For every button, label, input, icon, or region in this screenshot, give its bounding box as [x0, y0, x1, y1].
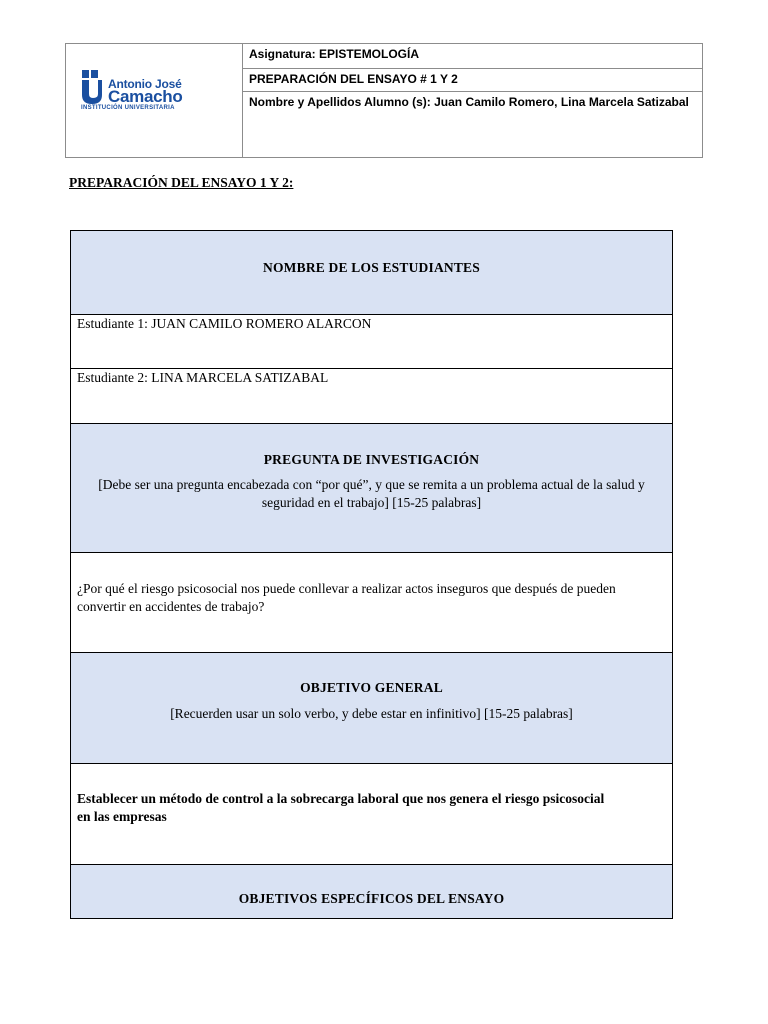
pregunta-answer-cell	[71, 553, 672, 653]
especificos-title: OBJETIVOS ESPECÍFICOS DEL ENSAYO	[238, 891, 505, 906]
institution-logo	[80, 68, 230, 118]
pregunta-header-cell	[71, 424, 672, 553]
objetivo-header-cell	[71, 653, 672, 764]
objetivo-note: [Recuerden usar un solo verbo, y debe estar en infinitivo] [15-25 palabras]	[170, 706, 573, 721]
estudiante1-cell	[71, 315, 672, 369]
logo-mark-icon	[80, 70, 104, 110]
objetivo-answer: Establecer un método de control a la sobrecarga laboral que nos genera el riesgo psicosocial en las empresas	[77, 791, 605, 824]
logo-line3: INSTITUCIÓN UNIVERSITARIA	[81, 105, 175, 111]
pregunta-note: [Debe ser una pregunta encabezada con “por qué”, y que se remita a un problema actual de la salud y seguridad en el trabajo] [15-25 palabras]	[98, 477, 645, 510]
asignatura-field: Asignatura: EPISTEMOLOGÍA	[243, 44, 702, 69]
page-heading: PREPARACIÓN DEL ENSAYO 1 Y 2:	[69, 175, 294, 190]
alumnos-field: Nombre y Apellidos Alumno (s): Juan Camilo Romero, Lina Marcela Satizabal	[249, 95, 689, 109]
logo-line1: Antonio José	[108, 77, 182, 91]
especificos-header-cell	[71, 865, 672, 918]
pregunta-title: PREGUNTA DE INVESTIGACIÓN	[263, 452, 480, 467]
header-table	[65, 43, 703, 158]
preparacion-field: PREPARACIÓN DEL ENSAYO # 1 Y 2	[243, 69, 702, 92]
logo-line2: Camacho	[108, 87, 183, 106]
estudiante2-text: Estudiante 2: LINA MARCELA SATIZABAL	[77, 370, 329, 385]
objetivo-answer-cell	[71, 764, 672, 865]
estudiante2-cell	[71, 369, 672, 424]
logo-cell	[66, 44, 243, 157]
essay-table	[70, 230, 673, 919]
nombre-title: NOMBRE DE LOS ESTUDIANTES	[263, 260, 480, 275]
pregunta-answer: ¿Por qué el riesgo psicosocial nos puede conllevar a realizar actos inseguros que después de pueden convertir en accidentes de trabajo?	[77, 581, 616, 614]
objetivo-title: OBJETIVO GENERAL	[300, 680, 443, 695]
estudiante1-text: Estudiante 1: JUAN CAMILO ROMERO ALARCON	[77, 316, 372, 331]
nombre-header-cell	[71, 231, 672, 315]
